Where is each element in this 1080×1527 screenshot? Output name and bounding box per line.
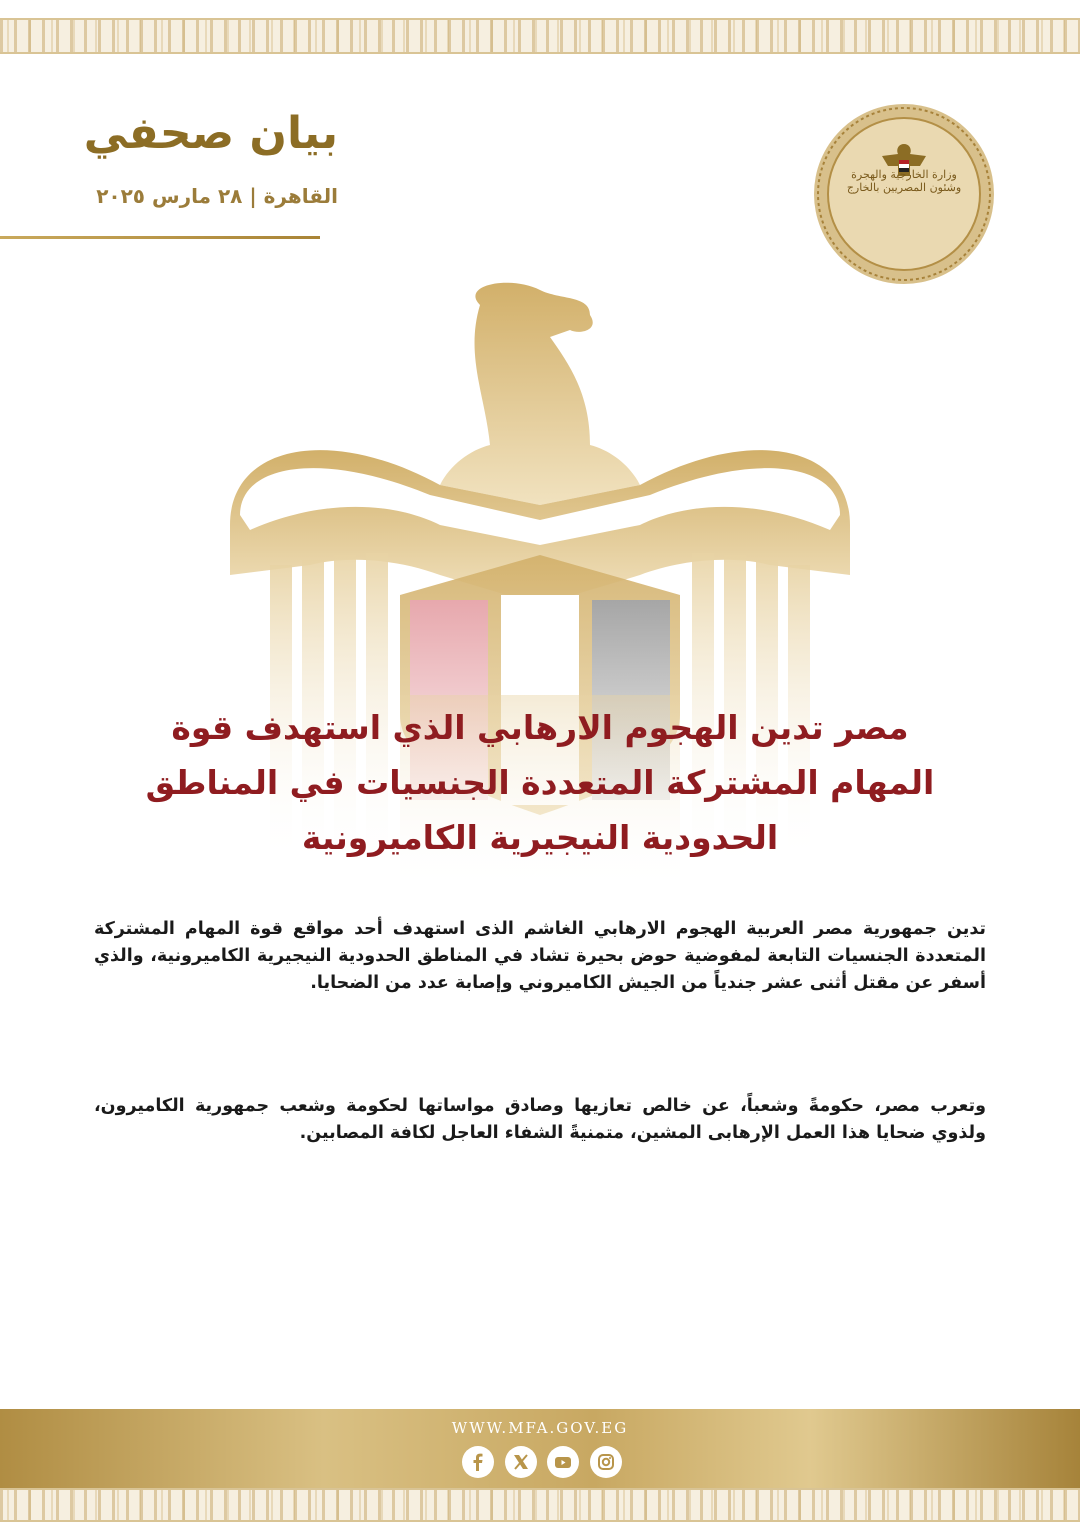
instagram-icon[interactable] [590,1446,622,1478]
ministry-name: وزارة الخارجية والهجرة وشئون المصريين بالخارج [846,168,962,195]
header-divider [0,236,320,239]
headline: مصر تدين الهجوم الارهابي الذي استهدف قوة المهام المشتركة المتعددة الجنسيات في المناطق الحدودية النيجيرية الكاميرونية [145,708,935,857]
facebook-icon[interactable] [462,1446,494,1478]
date-line: القاهرة | ٢٨ مارس ٢٠٢٥ [96,184,338,208]
body-paragraph-2: وتعرب مصر، حكومةً وشعباً، عن خالص تعازيها وصادق مواساتها لحكومة وشعب جمهورية الكاميرون، ولذوي ضحايا هذا العمل الإرهابى المشين، متمنيةً الشفاء العاجل لكافة المصابين. [94,1096,986,1143]
body-paragraph-1: تدين جمهورية مصر العربية الهجوم الارهابي الغاشم الذى استهدف أحد مواقع قوة المهام المشتركة المتعددة الجنسيات التابعة لمفوضية حوض بحيرة تشاد في المناطق الحدودية النيجيرية الكاميرونية، والذي أسفر عن مقتل أثنى عشر جندياً من الجيش الكاميروني وإصابة عدد من الضحايا. [94,919,986,993]
x-icon[interactable] [505,1446,537,1478]
website-link[interactable]: WWW.MFA.GOV.EG [451,1419,629,1437]
page-title: بيان صحفي [83,108,338,159]
youtube-icon[interactable] [547,1446,579,1478]
top-ornament-border [0,18,1080,54]
bottom-ornament-border [0,1488,1080,1522]
social-links [462,1442,622,1482]
